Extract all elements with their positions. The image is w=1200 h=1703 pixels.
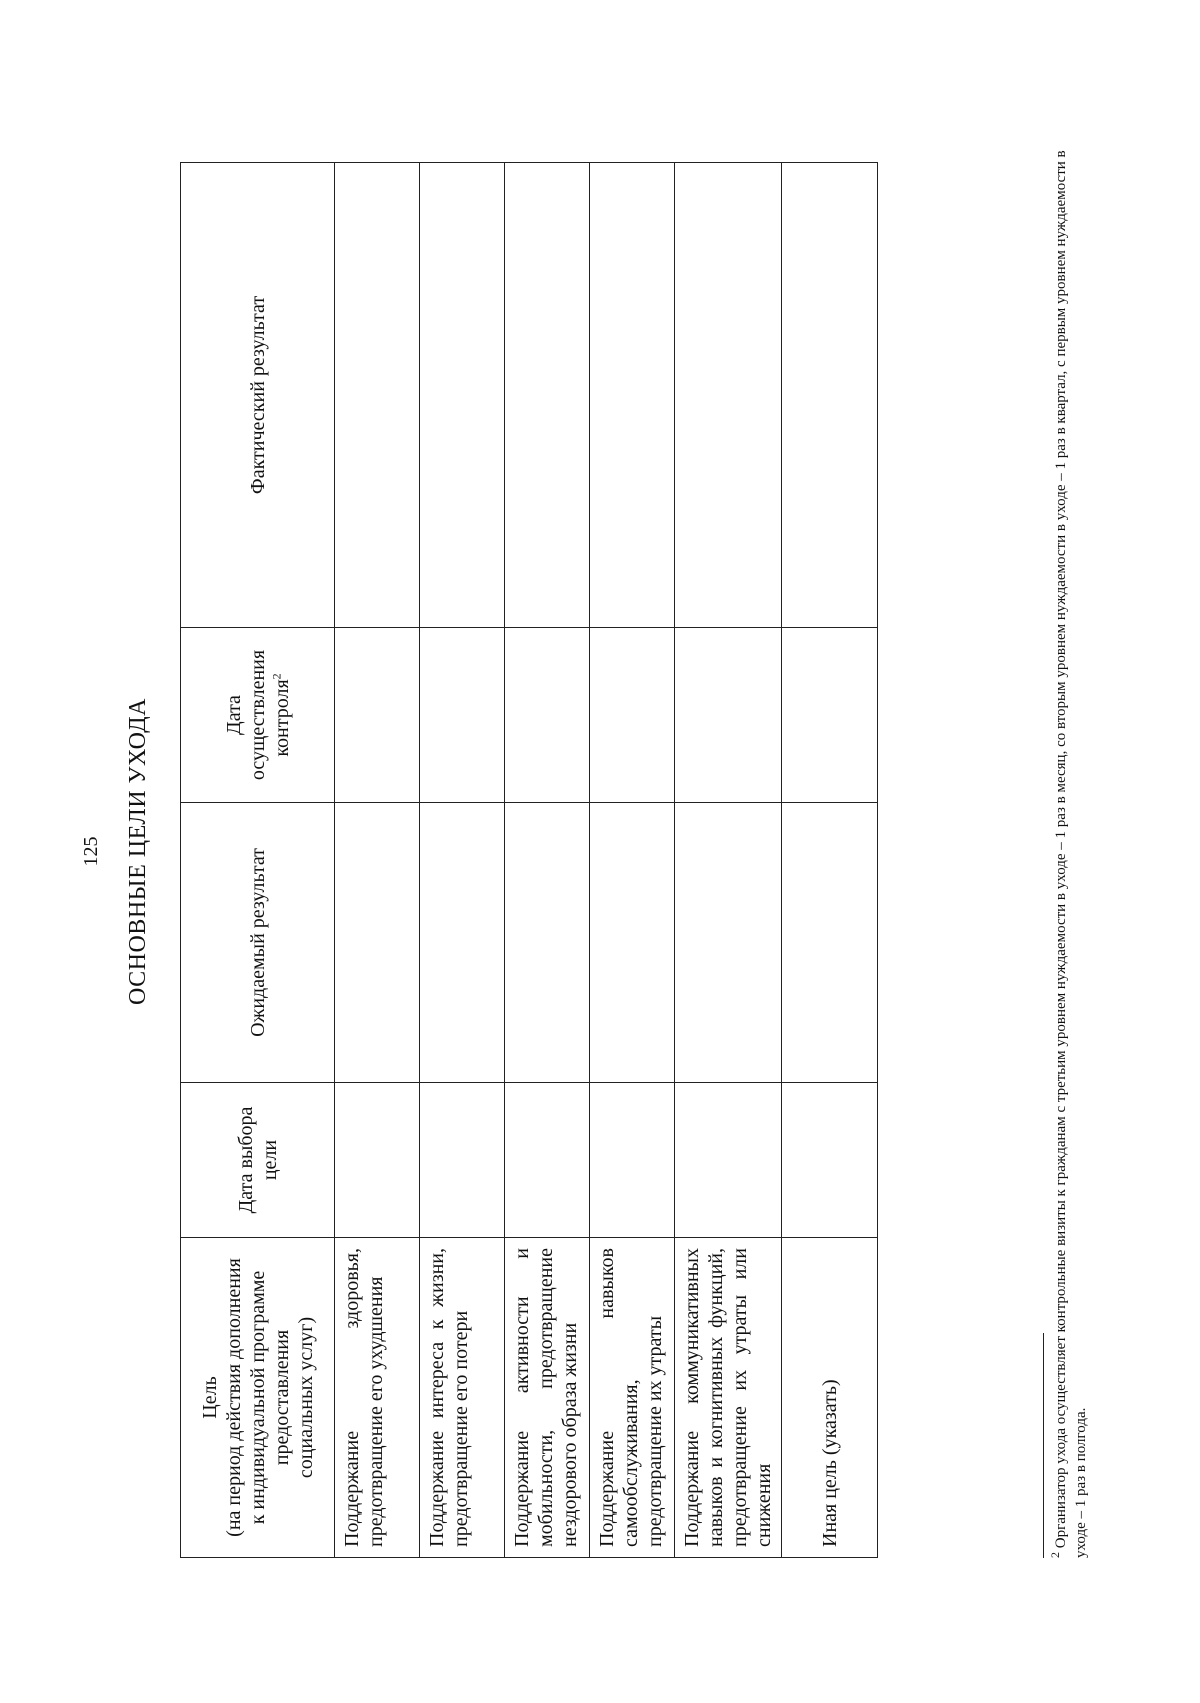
table-header-row — [181, 163, 335, 1558]
goal-date-cell[interactable] — [675, 1083, 782, 1238]
table-row — [675, 163, 782, 1558]
expected-result-cell[interactable] — [782, 803, 878, 1083]
control-date-cell[interactable] — [590, 628, 675, 803]
footnote-text: Организатор ухода осуществляет контрольные визиты к гражданам с третьим уровнем нуждаемости в уходе – 1 раз в месяц, со вторым уровнем нуждаемости в уходе – 1 раз в квартал, с первым уровнем нуждаемости в уходе – 1 раз в полгода. — [1053, 150, 1089, 1558]
goal-date-cell[interactable] — [590, 1083, 675, 1238]
actual-result-cell[interactable] — [505, 163, 590, 628]
control-date-cell[interactable] — [505, 628, 590, 803]
care-goals-table — [180, 162, 878, 1558]
goal-date-cell[interactable] — [782, 1083, 878, 1238]
page-number: 125 — [80, 836, 102, 867]
goal-cell: Поддержание здоровья, предотвращение его ухудшения — [335, 1238, 420, 1558]
table-row — [420, 163, 505, 1558]
expected-result-cell[interactable] — [590, 803, 675, 1083]
control-date-cell[interactable] — [675, 628, 782, 803]
expected-result-cell[interactable] — [505, 803, 590, 1083]
goal-date-cell[interactable] — [335, 1083, 420, 1238]
footnote-divider — [1043, 1333, 1044, 1558]
control-date-cell[interactable] — [335, 628, 420, 803]
control-date-cell[interactable] — [782, 628, 878, 803]
table-row — [590, 163, 675, 1558]
header-goal-date: Дата выбора цели — [181, 1083, 335, 1238]
goal-date-cell[interactable] — [505, 1083, 590, 1238]
goal-cell: Иная цель (указать) — [782, 1238, 878, 1558]
page-title: ОСНОВНЫЕ ЦЕЛИ УХОДА — [125, 698, 151, 1005]
header-control-date: Дата осуществления контроля$^2$ — [181, 628, 335, 803]
footnote — [1048, 138, 1091, 1558]
goal-date-cell[interactable] — [420, 1083, 505, 1238]
expected-result-cell[interactable] — [335, 803, 420, 1083]
goal-cell: Поддержание активности и мобильности, предотвращение нездорового образа жизни — [505, 1238, 590, 1558]
footnote-marker: 2 — [1048, 1552, 1062, 1558]
header-goal: Цель (на период действия дополнения к индивидуальной программе предоставления социальных услуг) — [181, 1238, 335, 1558]
header-actual-result: Фактический результат — [181, 163, 335, 628]
actual-result-cell[interactable] — [335, 163, 420, 628]
goal-cell: Поддержание интереса к жизни, предотвращение его потери — [420, 1238, 505, 1558]
actual-result-cell[interactable] — [590, 163, 675, 628]
table-row — [505, 163, 590, 1558]
control-date-cell[interactable] — [420, 628, 505, 803]
header-expected-result: Ожидаемый результат — [181, 803, 335, 1083]
table-row — [335, 163, 420, 1558]
goal-cell: Поддержание навыков самообслуживания, предотвращение их утраты — [590, 1238, 675, 1558]
actual-result-cell[interactable] — [675, 163, 782, 628]
actual-result-cell[interactable] — [420, 163, 505, 628]
expected-result-cell[interactable] — [675, 803, 782, 1083]
table-row — [782, 163, 878, 1558]
goal-cell: Поддержание коммуникативных навыков и когнитивных функций, предотвращение их утраты или снижения — [675, 1238, 782, 1558]
footnote-ref: 2 — [268, 673, 283, 680]
expected-result-cell[interactable] — [420, 803, 505, 1083]
actual-result-cell[interactable] — [782, 163, 878, 628]
